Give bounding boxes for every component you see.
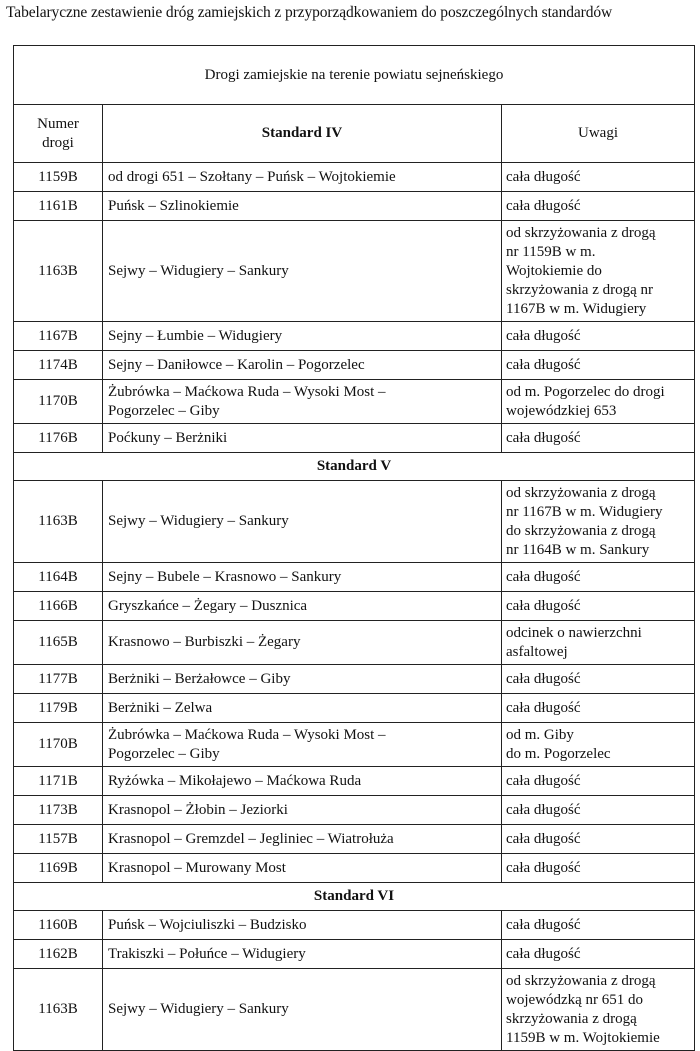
table-title: Drogi zamiejskie na terenie powiatu sejneńskiego (14, 46, 695, 105)
road-notes: od m. Giby do m. Pogorzelec (502, 723, 695, 767)
road-number: 1162B (14, 940, 103, 969)
road-name: Krasnowo – Burbiszki – Żegary (103, 621, 502, 665)
road-name: Żubrówka – Maćkowa Ruda – Wysoki Most – Pogorzelec – Giby (103, 380, 502, 424)
table-row (14, 621, 695, 665)
road-number: 1159B (14, 163, 103, 192)
road-notes: od m. Pogorzelec do drogi wojewódzkiej 653 (502, 380, 695, 424)
table-row (14, 592, 695, 621)
table-title-row (14, 46, 695, 105)
road-notes: od skrzyżowania z drogą nr 1159B w m. Wojtokiemie do skrzyżowania z drogą nr 1167B w m. Widugiery (502, 221, 695, 322)
table-row (14, 796, 695, 825)
section-header-row (14, 453, 695, 481)
road-notes: cała długość (502, 694, 695, 723)
header-row (14, 105, 695, 163)
table-row (14, 825, 695, 854)
road-name: Sejwy – Widugiery – Sankury (103, 481, 502, 563)
table-row (14, 481, 695, 563)
road-name: Sejny – Daniłowce – Karolin – Pogorzelec (103, 351, 502, 380)
road-number: 1163B (14, 481, 103, 563)
road-number: 1165B (14, 621, 103, 665)
road-name: Poćkuny – Berżniki (103, 424, 502, 453)
table-row (14, 322, 695, 351)
road-number: 1167B (14, 322, 103, 351)
road-name: Krasnopol – Gremzdel – Jegliniec – Wiatrołuża (103, 825, 502, 854)
road-number: 1170B (14, 380, 103, 424)
road-notes: od skrzyżowania z drogą wojewódzką nr 651 do skrzyżowania z drogą 1159B w m. Wojtokiemie (502, 969, 695, 1051)
road-name: Sejny – Bubele – Krasnowo – Sankury (103, 563, 502, 592)
road-number: 1166B (14, 592, 103, 621)
road-notes: cała długość (502, 825, 695, 854)
table-row (14, 969, 695, 1051)
road-notes: cała długość (502, 163, 695, 192)
header-notes: Uwagi (502, 105, 695, 163)
road-name: Trakiszki – Połuńce – Widugiery (103, 940, 502, 969)
table-row (14, 424, 695, 453)
table-row (14, 911, 695, 940)
road-name: Berżniki – Zelwa (103, 694, 502, 723)
road-number: 1163B (14, 969, 103, 1051)
table-row (14, 767, 695, 796)
section-title: Standard VI (14, 883, 695, 911)
road-notes: cała długość (502, 796, 695, 825)
road-number: 1173B (14, 796, 103, 825)
table-row (14, 940, 695, 969)
road-name: Puńsk – Szlinokiemie (103, 192, 502, 221)
road-name: Krasnopol – Murowany Most (103, 854, 502, 883)
table-row (14, 221, 695, 322)
road-number: 1177B (14, 665, 103, 694)
header-number: Numer drogi (14, 105, 103, 163)
road-name: Sejwy – Widugiery – Sankury (103, 221, 502, 322)
road-notes: cała długość (502, 351, 695, 380)
road-name: Ryżówka – Mikołajewo – Maćkowa Ruda (103, 767, 502, 796)
road-notes: od skrzyżowania z drogą nr 1167B w m. Widugiery do skrzyżowania z drogą nr 1164B w m. Sankury (502, 481, 695, 563)
road-name: od drogi 651 – Szołtany – Puńsk – Wojtokiemie (103, 163, 502, 192)
table-row (14, 854, 695, 883)
road-number: 1160B (14, 911, 103, 940)
road-name: Gryszkańce – Żegary – Dusznica (103, 592, 502, 621)
road-number: 1170B (14, 723, 103, 767)
table-row (14, 665, 695, 694)
road-notes: odcinek o nawierzchni asfaltowej (502, 621, 695, 665)
road-notes: cała długość (502, 322, 695, 351)
road-notes: cała długość (502, 940, 695, 969)
road-number: 1157B (14, 825, 103, 854)
table-row (14, 694, 695, 723)
road-name: Żubrówka – Maćkowa Ruda – Wysoki Most – Pogorzelec – Giby (103, 723, 502, 767)
road-notes: cała długość (502, 665, 695, 694)
road-name: Sejny – Łumbie – Widugiery (103, 322, 502, 351)
road-number: 1174B (14, 351, 103, 380)
header-standard-iv: Standard IV (103, 105, 502, 163)
road-number: 1171B (14, 767, 103, 796)
table-row (14, 563, 695, 592)
table-row (14, 163, 695, 192)
road-notes: cała długość (502, 192, 695, 221)
road-number: 1164B (14, 563, 103, 592)
road-number: 1176B (14, 424, 103, 453)
road-number: 1179B (14, 694, 103, 723)
table-row (14, 192, 695, 221)
section-header-row (14, 883, 695, 911)
road-name: Sejwy – Widugiery – Sankury (103, 969, 502, 1051)
section-title: Standard V (14, 453, 695, 481)
road-notes: cała długość (502, 424, 695, 453)
road-notes: cała długość (502, 563, 695, 592)
table-row (14, 380, 695, 424)
road-notes: cała długość (502, 592, 695, 621)
road-notes: cała długość (502, 911, 695, 940)
road-notes: cała długość (502, 767, 695, 796)
road-number: 1163B (14, 221, 103, 322)
road-name: Puńsk – Wojciuliszki – Budzisko (103, 911, 502, 940)
road-notes: cała długość (502, 854, 695, 883)
table-row (14, 723, 695, 767)
roads-table (13, 45, 695, 1051)
table-caption: Tabelaryczne zestawienie dróg zamiejskich z przyporządkowaniem do poszczególnych standardów (6, 4, 613, 21)
road-name: Berżniki – Berżałowce – Giby (103, 665, 502, 694)
road-number: 1169B (14, 854, 103, 883)
road-name: Krasnopol – Żłobin – Jeziorki (103, 796, 502, 825)
road-number: 1161B (14, 192, 103, 221)
table-row (14, 351, 695, 380)
